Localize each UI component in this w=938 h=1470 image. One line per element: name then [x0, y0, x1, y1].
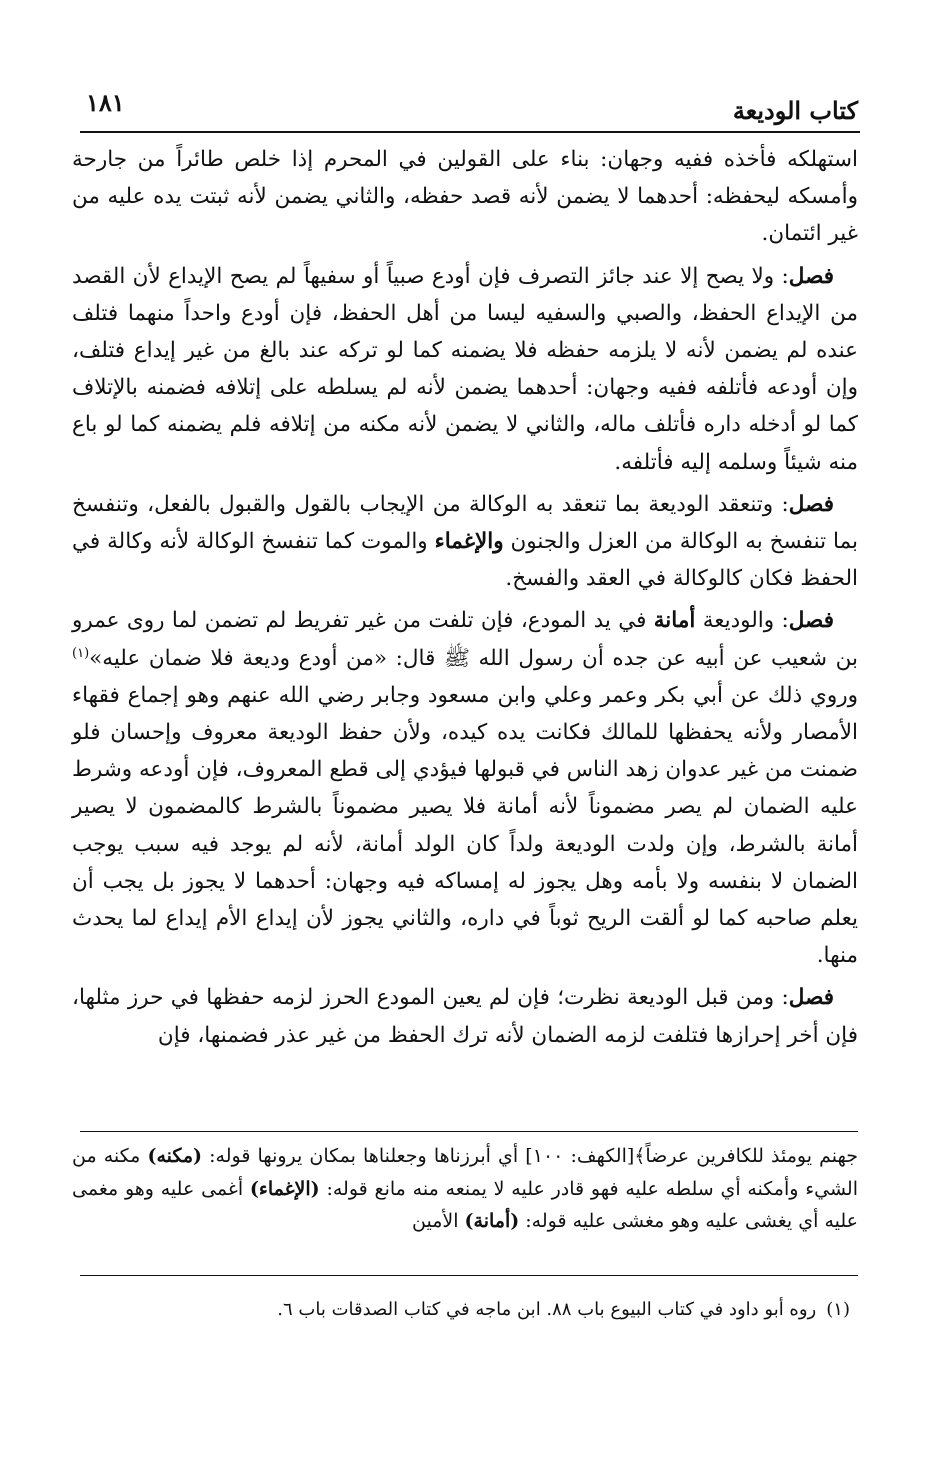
section-paragraph — [72, 486, 858, 598]
glossary-text: مكنه من الشيء وأمكنه أي سلطه عليه فهو قادر عليه لا يمنعه منه مانع قوله: — [72, 1145, 858, 1200]
running-title: كتاب الوديعة — [732, 96, 858, 125]
paragraph-text: : ولا يصح إلا عند جائز التصرف فإن أودع صبياً أو سفيهاً لم يصح الإيداع لأن القصد من الإيداع الحفظ، والصبي والسفيه ليسا من أهل الحفظ، فإن أودع واحداً منهما فتلف عنده لم يضمن لأنه لا يلزمه حفظه فلا يضمنه كما لو تركه عند بالغ من غير إيداع فتلف، وإن أودعه فأتلفه ففيه وجهان: أحدهما يضمن لأنه لم يسلطه على إتلافه فضمنه بالإتلاف كما لو أدخله داره فأتلف ماله، والثاني لا يضمن لأنه مكنه من إتلافه فلم يضمنه كما لو باع منه شيئاً وسلمه إليه فأتلفه. — [72, 263, 858, 475]
page-number: ١٨١ — [86, 88, 125, 117]
paragraph-text: : وتنعقد الوديعة بما تنعقد به الوكالة من الإيجاب بالقول والقبول بالفعل، وتنفسخ بما تنفسخ به الوكالة من العزل والجنون — [72, 491, 858, 555]
glossary-term: (مكنه) — [147, 1145, 203, 1167]
glossary-text: الأمين — [412, 1210, 465, 1232]
glossary-notes — [72, 1140, 858, 1238]
footnote-rule — [80, 1275, 858, 1276]
glossary-term: (الإغماء) — [249, 1177, 320, 1200]
paragraph-text: والموت كما تنفسخ الوكالة لأنه وكالة في الحفظ فكان كالوكالة في العقد والفسخ. — [72, 529, 858, 592]
main-text — [72, 141, 858, 1059]
glossary-rule — [80, 1131, 858, 1132]
section-paragraph — [72, 258, 858, 481]
footnote — [80, 1295, 850, 1325]
section-paragraph — [72, 602, 858, 974]
footnote-reference[interactable]: (١) — [72, 645, 90, 661]
header-rule — [80, 131, 860, 133]
bold-term: والإغماء — [434, 529, 504, 555]
section-heading: فصل — [788, 491, 834, 517]
glossary-text: جهنم يومئذ للكافرين عرضاً﴾[الكهف: ١٠٠] أي أبرزناها وجعلناها بمكان يرونها قوله: — [209, 1145, 859, 1167]
paragraph-text: : والوديعة — [695, 608, 789, 634]
footnote-number: (١) — [826, 1299, 850, 1320]
glossary-text: أغمى عليه وهو مغمى عليه أي يغشى عليه وهو مغشى عليه قوله: — [72, 1177, 858, 1232]
section-paragraph — [72, 979, 858, 1053]
paragraph-continuation — [72, 141, 858, 253]
footnote-text: روه أبو داود في كتاب البيوع باب ٨٨. ابن ماجه في كتاب الصدقات باب ٦. — [277, 1299, 817, 1320]
paragraph-text: : ومن قبل الوديعة نظرت؛ فإن لم يعين المودع الحرز لزمه حفظها في حرز مثلها، فإن أخر إحرازها فتلفت لزمه الضمان لأنه ترك الحفظ من غير عذر فضمنها، فإن — [72, 985, 858, 1048]
section-heading: فصل — [788, 608, 834, 634]
section-heading: فصل — [788, 985, 834, 1011]
glossary-line — [72, 1140, 858, 1238]
bold-term: أمانة — [653, 608, 696, 634]
paragraph-text: في يد المودع، فإن تلفت من غير تفريط لم تضمن لما روى عمرو بن شعيب عن أبيه عن جده أن رسول الله ﷺ قال: «من أودع وديعة فلا ضمان عليه» — [72, 608, 858, 671]
paragraph-text: استهلكه فأخذه ففيه وجهان: بناء على القولين في المحرم إذا خلص طائراً من جارحة وأمسكه ليحفظه: أحدهما لا يضمن لأنه قصد حفظه، والثاني يضمن لأنه ثبتت يده عليه من غير ائتمان. — [72, 147, 858, 247]
glossary-term: (أمانة) — [464, 1210, 520, 1232]
paragraph-text: وروي ذلك عن أبي بكر وعمر وعلي وابن مسعود وجابر رضي الله عنهم وهو إجماع فقهاء الأمصار ولأنه يحفظها للمالك فكانت يده كيده، ولأن حفظ الوديعة معروف وإحسان فلو ضمنت من غير عدوان زهد الناس في قبولها فيؤدي إلى قطع المعروف، فإن أودعه وشرط عليه الضمان لم يصر مضموناً لأنه أمانة فلا يصير مضموناً بالشرط كالمضمون لا يصير أمانة بالشرط، وإن ولدت الوديعة ولداً كان الولد أمانة، لأنه لم يوجد فيه سبب يوجب الضمان لا بنفسه ولا بأمه وهل يجوز له إمساكه فيه وجهان: أحدهما لا يجوز بل يجب أن يعلم صاحبه كما لو ألقت الريح ثوباً في داره، والثاني يجوز لأن إيداع الأم إيداع لما يحدث منها. — [72, 682, 858, 969]
section-heading: فصل — [788, 263, 834, 289]
